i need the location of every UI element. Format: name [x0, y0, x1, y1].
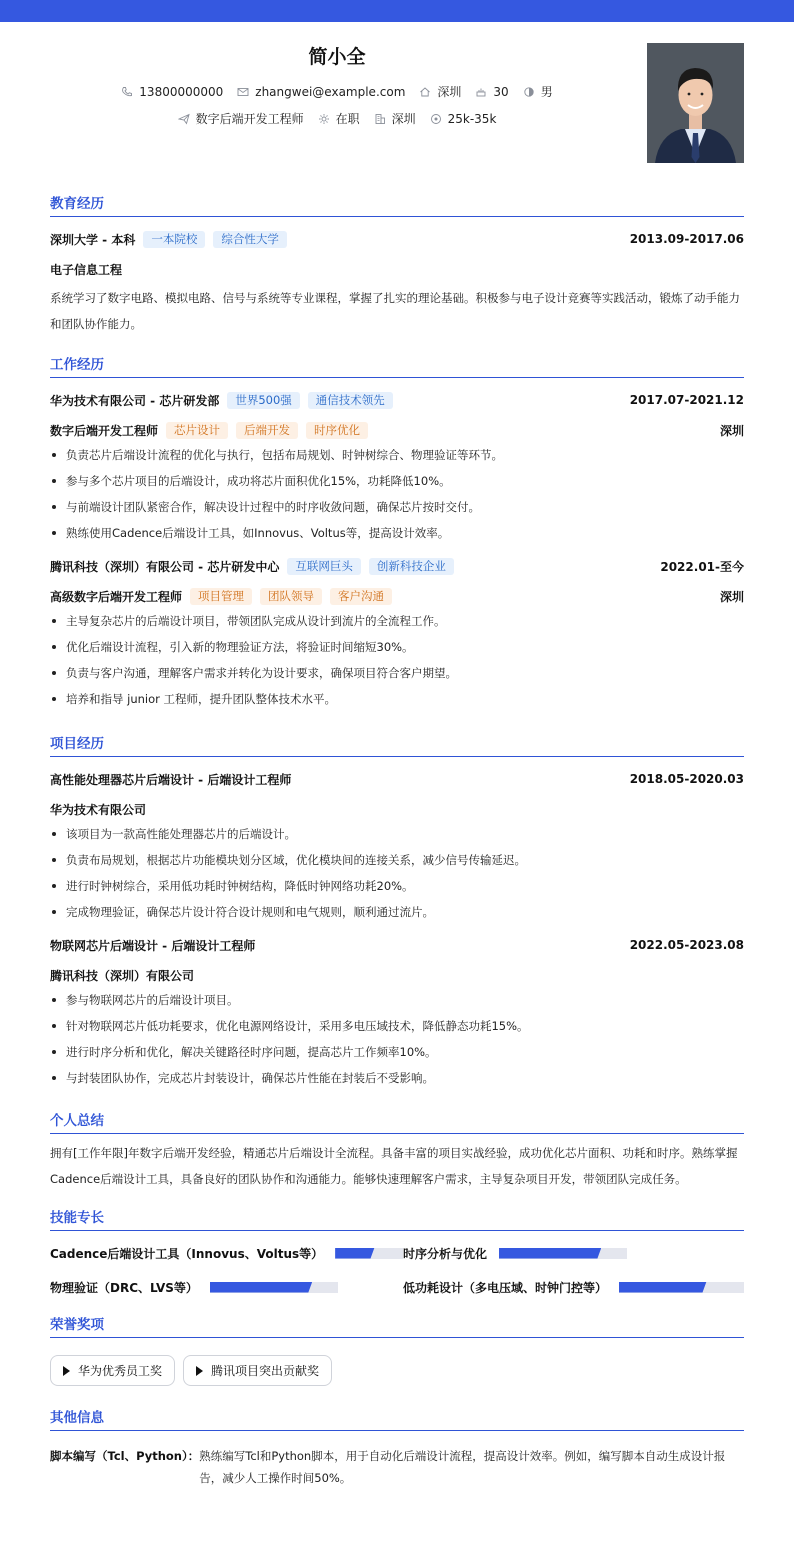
- skill-item: [50, 1279, 403, 1295]
- role-tag: 时序优化: [306, 422, 368, 439]
- project-company: 华为技术有限公司: [50, 802, 147, 817]
- project-header-row: [50, 771, 744, 787]
- expect-city-text: 深圳: [391, 112, 416, 126]
- status-text: 在职: [335, 112, 360, 126]
- honor-chip[interactable]: [50, 1355, 175, 1386]
- bullet-item: 负责与客户沟通，理解客户需求并转化为设计要求，确保项目符合客户期望。: [50, 660, 744, 686]
- profile-photo: [647, 43, 744, 163]
- bullet-item: 负责芯片后端设计流程的优化与执行，包括布局规划、时钟树综合、物理验证等环节。: [50, 442, 744, 468]
- gear-icon: [318, 113, 330, 125]
- other-item: [50, 1445, 744, 1489]
- project-company: 腾讯科技（深圳）有限公司: [50, 968, 195, 983]
- skill-bar-fill: [619, 1282, 706, 1293]
- contact-row: [50, 83, 624, 100]
- send-icon: [178, 113, 190, 125]
- project-company-row: [50, 801, 744, 817]
- skills-title: 技能专长: [50, 1206, 744, 1231]
- bullet-item: 参与物联网芯片的后端设计项目。: [50, 987, 744, 1013]
- bullet-item: 进行时序分析和优化，解决关键路径时序问题，提高芯片工作频率10%。: [50, 1039, 744, 1065]
- projects-title: 项目经历: [50, 732, 744, 757]
- job-date: 2017.07-2021.12: [629, 393, 744, 407]
- project-date: 2022.05-2023.08: [629, 938, 744, 952]
- phone-item: [121, 85, 223, 99]
- skill-bar-fill: [499, 1248, 601, 1259]
- skill-bar-fill: [335, 1248, 374, 1259]
- company-name: 华为技术有限公司 - 芯片研发部: [50, 393, 220, 408]
- education-title: 教育经历: [50, 192, 744, 217]
- bullet-item: 与封装团队协作，完成芯片封装设计，确保芯片性能在封装后不受影响。: [50, 1065, 744, 1091]
- role-tag: 后端开发: [236, 422, 298, 439]
- skill-item: [403, 1245, 744, 1261]
- role-tag: 芯片设计: [166, 422, 228, 439]
- education-header-row: [50, 231, 744, 247]
- project-header-row: [50, 937, 744, 953]
- job-entry: [50, 558, 744, 712]
- other-title: 其他信息: [50, 1406, 744, 1431]
- honors-list: [50, 1355, 744, 1386]
- honor-label: 华为优秀员工奖: [78, 1364, 163, 1378]
- school-name: 深圳大学 - 本科: [50, 232, 136, 247]
- triangle-icon: [196, 1366, 203, 1376]
- cake-icon: [475, 86, 487, 98]
- candidate-name: 简小全: [308, 46, 366, 68]
- city-item: [419, 83, 461, 100]
- skills-grid: [50, 1245, 744, 1295]
- bullet-item: 进行时钟树综合，采用低功耗时钟树结构，降低时钟网络功耗20%。: [50, 873, 744, 899]
- age-item: [475, 85, 508, 99]
- major-row: [50, 261, 744, 277]
- project-name: 高性能处理器芯片后端设计 - 后端设计工程师: [50, 772, 292, 787]
- summary-title: 个人总结: [50, 1109, 744, 1134]
- gender-item: [523, 83, 553, 100]
- expect-city-item: [374, 110, 416, 127]
- school-tag: 综合性大学: [213, 231, 287, 248]
- gender-text: 男: [540, 85, 553, 99]
- skill-bar: [499, 1248, 627, 1259]
- position-text: 数字后端开发工程师: [195, 112, 304, 126]
- major-name: 电子信息工程: [50, 262, 123, 277]
- job-role: 高级数字后端开发工程师: [50, 589, 183, 604]
- skill-bar: [335, 1248, 403, 1259]
- job-bullets: [50, 442, 744, 546]
- role-tag: 团队领导: [260, 588, 322, 605]
- role-tag: 项目管理: [190, 588, 252, 605]
- project-bullets: [50, 821, 744, 925]
- bullet-item: 与前端设计团队紧密合作，解决设计过程中的时序收敛问题，确保芯片按时交付。: [50, 494, 744, 520]
- project-company-row: [50, 967, 744, 983]
- skill-name: 时序分析与优化: [403, 1246, 488, 1261]
- honor-label: 腾讯项目突出贡献奖: [211, 1364, 320, 1378]
- projects-section: [50, 732, 744, 1091]
- salary-item: [430, 112, 497, 126]
- honors-title: 荣誉奖项: [50, 1313, 744, 1338]
- top-accent-bar: [0, 0, 794, 22]
- company-tag: 互联网巨头: [287, 558, 361, 575]
- email-item: [237, 85, 405, 99]
- home-icon: [419, 86, 431, 98]
- company-tag: 世界500强: [227, 392, 299, 409]
- gender-icon: [523, 86, 535, 98]
- bullet-item: 针对物联网芯片低功耗要求，优化电源网络设计，采用多电压域技术，降低静态功耗15%。: [50, 1013, 744, 1039]
- company-name: 腾讯科技（深圳）有限公司 - 芯片研发中心: [50, 559, 280, 574]
- project-entry: [50, 771, 744, 925]
- project-name: 物联网芯片后端设计 - 后端设计工程师: [50, 938, 256, 953]
- job-entry: [50, 392, 744, 546]
- resume-header: [50, 22, 744, 182]
- building-icon: [374, 113, 386, 125]
- skill-name: 物理验证（DRC、LVS等）: [50, 1280, 198, 1295]
- work-section: [50, 353, 744, 712]
- company-tag: 创新科技企业: [369, 558, 454, 575]
- skill-item: [50, 1245, 403, 1261]
- job-role-row: [50, 588, 744, 604]
- education-section: [50, 192, 744, 337]
- job-company-row: [50, 558, 744, 574]
- bullet-item: 主导复杂芯片的后端设计项目，带领团队完成从设计到流片的全流程工作。: [50, 608, 744, 634]
- triangle-icon: [63, 1366, 70, 1376]
- bullet-item: 该项目为一款高性能处理器芯片的后端设计。: [50, 821, 744, 847]
- email-text: zhangwei@example.com: [255, 84, 406, 99]
- job-role: 数字后端开发工程师: [50, 423, 159, 438]
- skill-name: Cadence后端设计工具（Innovus、Voltus等）: [50, 1246, 324, 1261]
- bullet-item: 完成物理验证，确保芯片设计符合设计规则和电气规则，顺利通过流片。: [50, 899, 744, 925]
- project-bullets: [50, 987, 744, 1091]
- job-location: 深圳: [719, 589, 744, 604]
- skill-name: 低功耗设计（多电压域、时钟门控等）: [403, 1280, 608, 1295]
- other-text: 熟练编写Tcl和Python脚本，用于自动化后端设计流程，提高设计效率。例如，编写脚本自动生成设计报告，减少人工操作时间50%。: [199, 1449, 726, 1485]
- school-tag: 一本院校: [143, 231, 205, 248]
- skill-item: [403, 1279, 744, 1295]
- job-date: 2022.01-至今: [660, 559, 744, 574]
- skill-bar: [619, 1282, 744, 1293]
- education-description: 系统学习了数字电路、模拟电路、信号与系统等专业课程，掌握了扎实的理论基础。积极参与电子设计竞赛等实践活动，锻炼了动手能力和团队协作能力。: [50, 291, 740, 331]
- role-tag: 客户沟通: [330, 588, 392, 605]
- city-text: 深圳: [437, 85, 462, 99]
- phone-icon: [121, 86, 133, 98]
- work-title: 工作经历: [50, 353, 744, 378]
- job-intent-row: [50, 110, 624, 127]
- phone-text: 13800000000: [139, 84, 224, 99]
- bullet-item: 培养和指导 junior 工程师，提升团队整体技术水平。: [50, 686, 744, 712]
- skill-bar-fill: [210, 1282, 312, 1293]
- skills-section: [50, 1206, 744, 1295]
- job-location: 深圳: [719, 423, 744, 438]
- honors-section: [50, 1313, 744, 1386]
- job-bullets: [50, 608, 744, 712]
- status-item: [318, 110, 360, 127]
- project-date: 2018.05-2020.03: [629, 772, 744, 786]
- company-tag: 通信技术领先: [308, 392, 393, 409]
- position-item: [178, 110, 304, 127]
- project-entry: [50, 937, 744, 1091]
- salary-text: 25k-35k: [447, 111, 497, 126]
- resume-page: [50, 22, 744, 1489]
- summary-text: 拥有[工作年限]年数字后端开发经验，精通芯片后端设计全流程。具备丰富的项目实战经验，成功优化芯片面积、功耗和时序。熟练掌握Cadence后端设计工具，具备良好的团队协作和沟通能力。能够快速理解客户需求，主导复杂项目开发，带领团队完成任务。: [50, 1146, 738, 1186]
- mail-icon: [237, 86, 249, 98]
- money-icon: [430, 113, 442, 125]
- other-section: [50, 1406, 744, 1489]
- other-label: 脚本编写（Tcl、Python）：: [50, 1449, 200, 1463]
- job-role-row: [50, 422, 744, 438]
- skill-bar: [210, 1282, 338, 1293]
- bullet-item: 负责布局规划，根据芯片功能模块划分区域，优化模块间的连接关系，减少信号传输延迟。: [50, 847, 744, 873]
- education-date: 2013.09-2017.06: [629, 232, 744, 246]
- bullet-item: 优化后端设计流程，引入新的物理验证方法，将验证时间缩短30%。: [50, 634, 744, 660]
- age-text: 30: [493, 84, 509, 99]
- bullet-item: 参与多个芯片项目的后端设计，成功将芯片面积优化15%，功耗降低10%。: [50, 468, 744, 494]
- summary-section: [50, 1109, 744, 1192]
- honor-chip[interactable]: [183, 1355, 332, 1386]
- job-company-row: [50, 392, 744, 408]
- bullet-item: 熟练使用Cadence后端设计工具，如Innovus、Voltus等，提高设计效率。: [50, 520, 744, 546]
